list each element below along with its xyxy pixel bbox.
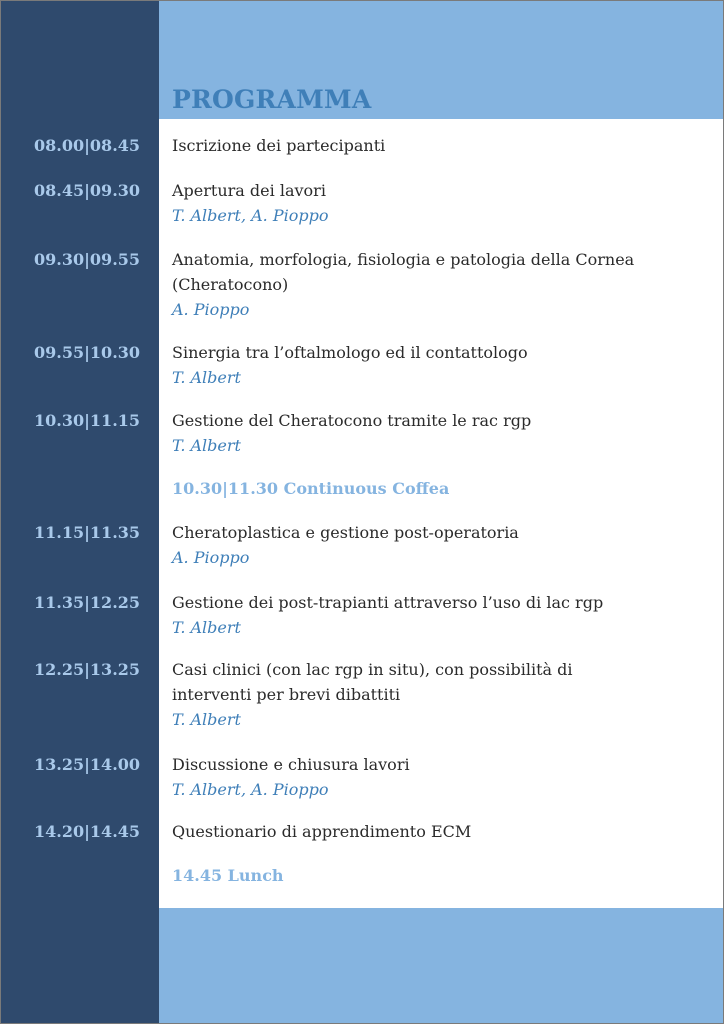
item-title: Questionario di apprendimento ECM xyxy=(172,822,472,841)
item-speaker: T. Albert, A. Pioppo xyxy=(172,206,329,225)
item-speaker: T. Albert xyxy=(172,710,241,729)
item-title: Casi clinici (con lac rgp in situ), con possibilità di interventi per brevi dibattiti xyxy=(172,660,573,704)
break-coffee: 10.30|11.30 Continuous Coffea xyxy=(172,479,450,498)
time-slot: 14.20|14.45 xyxy=(34,822,141,841)
time-slot: 13.25|14.00 xyxy=(34,755,141,774)
item-speaker: A. Pioppo xyxy=(172,548,250,567)
program-item xyxy=(172,247,642,322)
item-speaker: T. Albert xyxy=(172,368,241,387)
program-item xyxy=(172,657,652,732)
program-item xyxy=(172,752,692,802)
time-slot: 12.25|13.25 xyxy=(34,660,141,679)
item-speaker: T. Albert xyxy=(172,436,241,455)
item-title: Apertura dei lavori xyxy=(172,181,326,200)
item-title: Gestione dei post-trapianti attraverso l’uso di lac rgp xyxy=(172,593,604,612)
time-slot: 11.35|12.25 xyxy=(34,593,141,612)
program-item xyxy=(172,819,692,844)
time-slot: 08.00|08.45 xyxy=(34,136,141,155)
item-title: Cheratoplastica e gestione post-operatoria xyxy=(172,523,519,542)
program-item xyxy=(172,178,692,228)
time-slot: 08.45|09.30 xyxy=(34,181,141,200)
program-item xyxy=(172,340,692,390)
break-lunch: 14.45 Lunch xyxy=(172,866,284,885)
item-title: Iscrizione dei partecipanti xyxy=(172,136,386,155)
program-item xyxy=(172,408,692,458)
item-title: Sinergia tra l’oftalmologo ed il contattologo xyxy=(172,343,528,362)
time-slot: 10.30|11.15 xyxy=(34,411,141,430)
time-slot: 11.15|11.35 xyxy=(34,523,141,542)
item-speaker: A. Pioppo xyxy=(172,300,250,319)
time-slot: 09.55|10.30 xyxy=(34,343,141,362)
program-item xyxy=(172,520,692,570)
program-item xyxy=(172,590,692,640)
item-title: Discussione e chiusura lavori xyxy=(172,755,410,774)
item-title: Anatomia, morfologia, fisiologia e patologia della Cornea (Cheratocono) xyxy=(172,250,635,294)
program-item xyxy=(172,133,692,158)
item-title: Gestione del Cheratocono tramite le rac rgp xyxy=(172,411,532,430)
item-speaker: T. Albert, A. Pioppo xyxy=(172,780,329,799)
page-title: PROGRAMMA xyxy=(172,85,372,114)
time-slot: 09.30|09.55 xyxy=(34,250,141,269)
item-speaker: T. Albert xyxy=(172,618,241,637)
bottom-color-band xyxy=(159,908,723,1023)
